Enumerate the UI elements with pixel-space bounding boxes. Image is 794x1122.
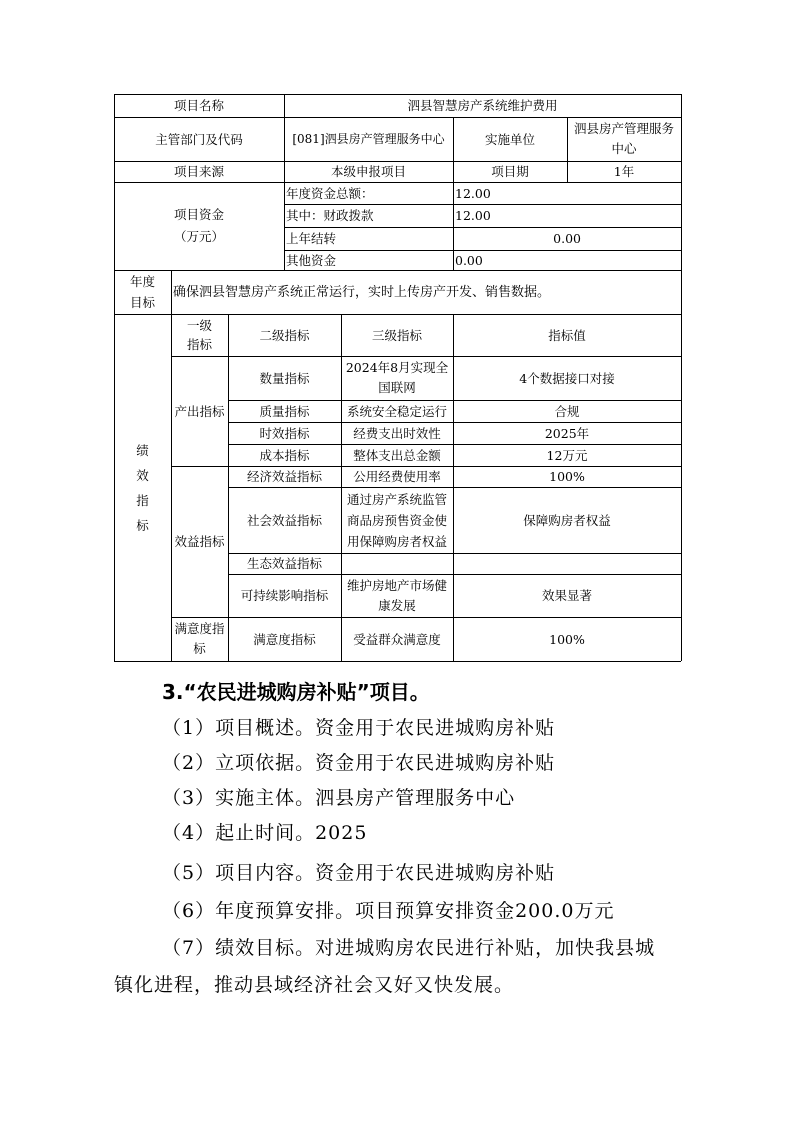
fund-carryover-value: 0.00: [553, 231, 581, 246]
header-level1: [171, 314, 228, 356]
impl-unit-value: [567, 117, 681, 161]
annual-goal-label: [114, 270, 171, 314]
table-row-lv3: 经费支出时效性: [353, 425, 441, 441]
perf-char: 指: [136, 492, 149, 508]
fund-total-value: 12.00: [455, 185, 491, 201]
satisfaction-indicators-label: [171, 617, 228, 661]
impl-unit-value-line2: 中心: [611, 141, 637, 156]
lv3-line: 2024年8月实现全: [345, 360, 449, 375]
section-item: （4）起止时间。2025: [162, 822, 368, 844]
lv3-line: 通过房产系统监管: [346, 491, 447, 507]
table-row-lv3: [341, 574, 453, 617]
table-row-lv3: [341, 356, 453, 400]
source-value: 本级申报项目: [330, 164, 406, 179]
lv3-line: 国联网: [378, 380, 416, 395]
period-value: 1年: [613, 164, 635, 179]
table-row-value: 效果显著: [541, 588, 592, 603]
section-item: （6）年度预算安排。项目预算安排资金200.0万元: [162, 900, 615, 922]
table-row-value: 2025年: [544, 425, 590, 441]
lv3-line: 商品房预售资金使: [346, 512, 447, 528]
annual-goal-value: 确保泗县智慧房产系统正常运行，实时上传房产开发、销售数据。: [173, 284, 551, 300]
table-row-lv2: 质量指标: [259, 403, 310, 419]
table-row-value: 100%: [549, 631, 585, 647]
table-row-lv2: 时效指标: [259, 425, 310, 441]
table-row-value: 4个数据接口对接: [519, 370, 615, 386]
header-level1-line2: 指标: [186, 337, 212, 352]
table-row-lv2: 成本指标: [259, 447, 310, 463]
table-row-lv3: [341, 553, 453, 574]
table-row-lv3: 系统安全稳定运行: [346, 403, 447, 419]
fund-total-label: 年度资金总额：: [286, 185, 374, 201]
goal-paragraph-line2: 镇化进程，推动县域经济社会又好又快发展。: [114, 974, 515, 996]
satisfaction-label-line1: 满意度指: [174, 621, 225, 636]
table-row-value: [453, 553, 681, 574]
table-row-value: 保障购房者权益: [523, 512, 611, 528]
impl-unit-label: 实施单位: [484, 131, 535, 147]
fund-label: [114, 182, 284, 270]
lv3-line: 康发展: [378, 597, 416, 613]
fund-fiscal-label: 其中：财政拨款: [286, 208, 374, 223]
annual-goal-label-line1: 年度: [129, 274, 155, 289]
section-item: （1）项目概述。资金用于农民进城购房补贴: [162, 717, 556, 739]
table-row-lv2: 生态效益指标: [246, 556, 322, 571]
fund-fiscal-value: 12.00: [455, 208, 491, 223]
perf-char: 效: [136, 467, 149, 483]
project-name-label: 项目名称: [173, 98, 224, 113]
fund-other-label: 其他资金: [286, 252, 337, 268]
table-row-lv3: [341, 487, 453, 553]
lv3-line: 用保障购房者权益: [346, 533, 447, 549]
table-row-lv3: 公用经费使用率: [353, 469, 441, 484]
annual-goal-label-line2: 目标: [129, 295, 155, 310]
perf-char: 绩: [136, 442, 149, 458]
header-level1-line1: 一级: [186, 318, 212, 333]
section-item: （5）项目内容。资金用于农民进城购房补贴: [162, 862, 556, 884]
goal-paragraph-line1: （7）绩效目标。对进城购房农民进行补贴，加快我县城: [162, 937, 656, 959]
table-row-lv3: 整体支出总金额: [353, 447, 441, 463]
fund-label-line2: （万元）: [173, 229, 224, 244]
header-level2: 二级指标: [259, 327, 310, 343]
output-indicators-label: 产出指标: [174, 403, 225, 419]
satisfaction-label-line2: 标: [193, 641, 206, 656]
table-row-lv2: 数量指标: [259, 370, 310, 386]
impl-unit-value-line1: 泗县房产管理服务: [573, 121, 674, 136]
project-name-value: 泗县智慧房产系统维护费用: [407, 98, 558, 113]
benefit-indicators-label: 效益指标: [174, 534, 225, 549]
table-row-lv3: 受益群众满意度: [353, 631, 441, 647]
table-row-lv2: 社会效益指标: [246, 512, 322, 528]
fund-carryover-label: 上年结转: [286, 231, 337, 246]
dept-value: [081]泗县房产管理服务中心: [292, 131, 445, 146]
table-row-value: 100%: [549, 469, 585, 484]
dept-label: 主管部门及代码: [155, 131, 243, 147]
table-row-lv2: 经济效益指标: [246, 469, 322, 484]
table-row-lv2: 可持续影响指标: [240, 588, 329, 603]
perf-char: 标: [136, 517, 149, 533]
fund-label-line1: 项目资金: [173, 207, 224, 222]
period-label: 项目期: [491, 164, 529, 179]
lv3-line: 维护房地产市场健: [346, 577, 447, 593]
section-item: （2）立项依据。资金用于农民进城购房补贴: [162, 752, 556, 774]
header-level3: 三级指标: [371, 327, 422, 343]
source-label: 项目来源: [173, 164, 224, 179]
fund-other-value: 0.00: [455, 252, 483, 268]
table-row-lv2: 满意度指标: [253, 631, 316, 647]
section-item: （3）实施主体。泗县房产管理服务中心: [162, 787, 516, 809]
table-row-value: 12万元: [546, 447, 588, 463]
performance-indicators-label: [114, 314, 171, 661]
header-value: 指标值: [548, 327, 586, 343]
table-row-value: 合规: [554, 403, 580, 419]
section-heading: 3.“农民进城购房补贴”项目。: [162, 680, 430, 704]
